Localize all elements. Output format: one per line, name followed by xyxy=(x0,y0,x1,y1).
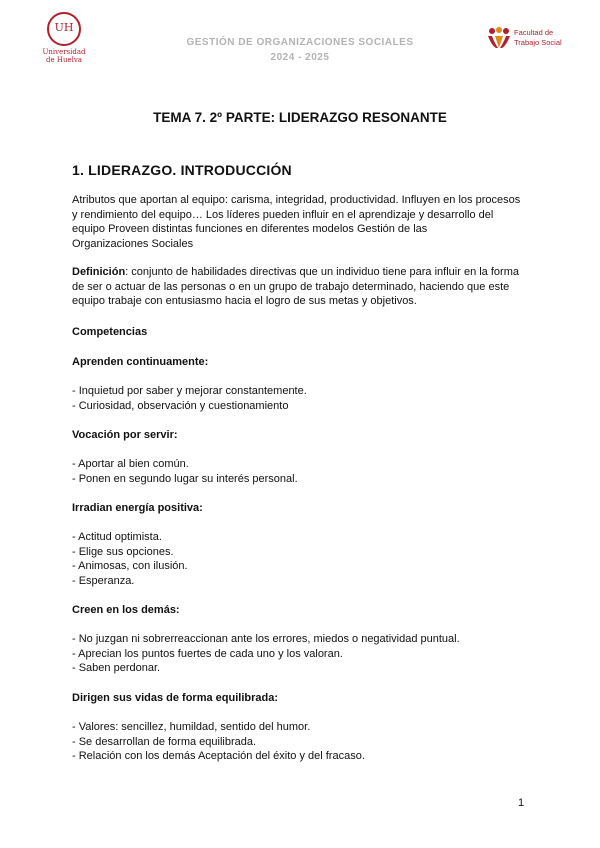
competencias-heading: Competencias xyxy=(72,326,148,338)
group-heading: Dirigen sus vidas de forma equilibrada: xyxy=(72,692,278,704)
intro-line-1: Atributos que aportan al equipo: carisma, integridad, productividad. Influyen en los procesos xyxy=(72,194,521,206)
list-item: - Esperanza. xyxy=(72,574,135,587)
group-heading: Creen en los demás: xyxy=(72,604,180,616)
list-item: - Elige sus opciones. xyxy=(72,545,174,558)
definition-text-1: : conjunto de habilidades directivas que un individuo tiene para influir en la forma xyxy=(125,266,519,278)
intro-line-4: Organizaciones Sociales xyxy=(72,237,194,250)
definition-term: Definición xyxy=(72,266,126,278)
section-heading: 1. LIDERAZGO. INTRODUCCIÓN xyxy=(72,162,292,178)
university-logo-line-2: de Huelva xyxy=(46,56,82,64)
definition-line-3: equipo trabaje con entusiasmo hacia el logro de sus metas y objetivos. xyxy=(72,295,417,307)
header-course-title: GESTIÓN DE ORGANIZACIONES SOCIALES xyxy=(186,37,414,48)
list-item: - Animosas, con ilusión. xyxy=(72,560,188,572)
list-item: - Valores: sencillez, humildad, sentido del humor. xyxy=(72,721,311,733)
university-logo xyxy=(40,12,88,68)
faculty-people-icon xyxy=(486,26,512,50)
list-item: - Relación con los demás Aceptación del éxito y del fracaso. xyxy=(72,750,365,762)
university-seal-icon: UH xyxy=(47,12,81,46)
group-heading: Aprenden continuamente: xyxy=(72,356,209,368)
faculty-logo-line-2: Trabajo Social xyxy=(514,38,562,47)
page-title: TEMA 7. 2º PARTE: LIDERAZGO RESONANTE xyxy=(153,110,447,125)
list-item: - No juzgan ni sobrerreaccionan ante los errores, miedos o negatividad puntual. xyxy=(72,633,460,645)
definition-line-2: de ser o actuar de las personas o en un grupo de trabajo determinado, haciendo que este xyxy=(72,280,510,293)
list-item: - Aprecian los puntos fuertes de cada uno y los valoran. xyxy=(72,647,343,660)
list-item: - Aportar al bien común. xyxy=(72,458,189,470)
header-academic-year: 2024 - 2025 xyxy=(270,52,330,63)
list-item: - Actitud optimista. xyxy=(72,531,162,543)
group-heading: Irradian energía positiva: xyxy=(72,502,203,514)
faculty-logo xyxy=(486,24,576,52)
intro-line-2: y rendimiento del equipo… Los líderes pueden influir en el aprendizaje y desarrollo del xyxy=(72,208,494,221)
list-item: - Inquietud por saber y mejorar constantemente. xyxy=(72,385,307,397)
university-logo-line-1: Universidad xyxy=(42,48,86,56)
group-heading: Vocación por servir: xyxy=(72,429,178,441)
definition-line-1 xyxy=(72,265,528,280)
intro-line-3: equipo Proveen distintas funciones en diferentes modelos Gestión de las xyxy=(72,223,428,235)
list-item: - Saben perdonar. xyxy=(72,662,161,674)
faculty-logo-line-1: Facultad de xyxy=(514,28,554,37)
page-number: 1 xyxy=(518,797,525,809)
list-item: - Ponen en segundo lugar su interés personal. xyxy=(72,472,298,485)
list-item: - Se desarrollan de forma equilibrada. xyxy=(72,735,257,748)
list-item: - Curiosidad, observación y cuestionamiento xyxy=(72,399,289,412)
